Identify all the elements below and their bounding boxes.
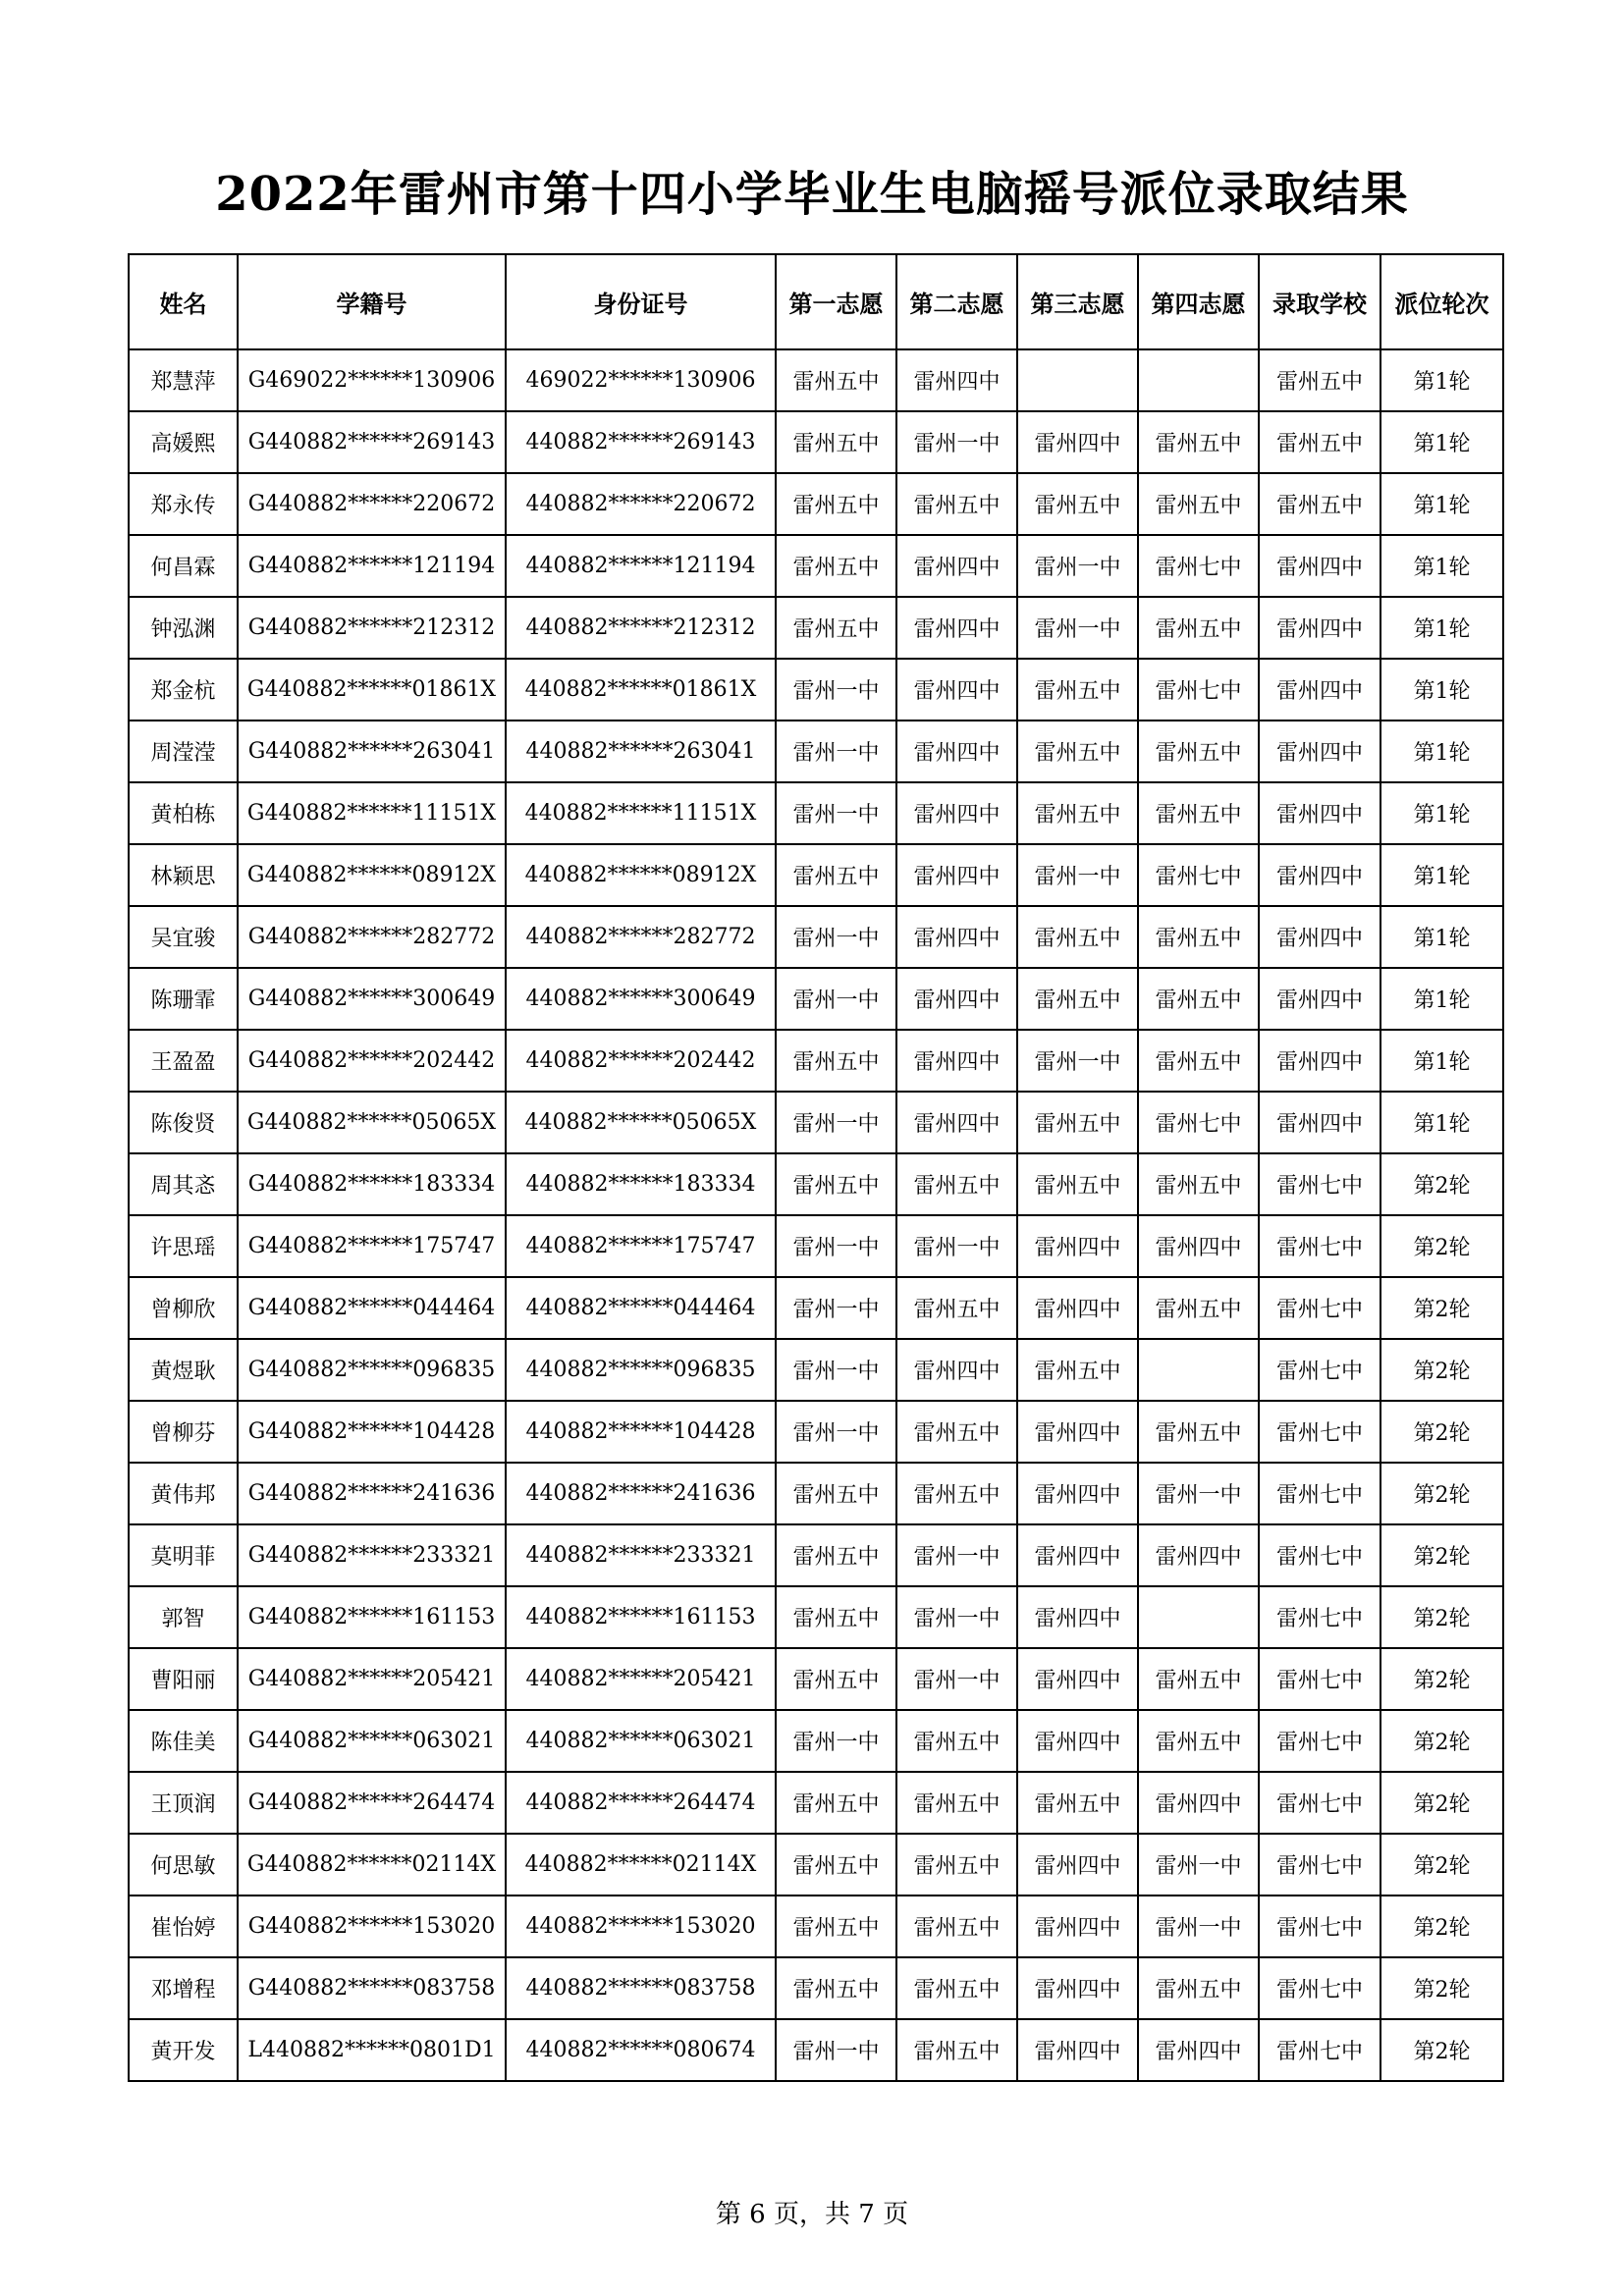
cell-choice-4: 雷州五中 [1138, 1030, 1259, 1092]
cell-id-card: 440882******063021 [506, 1710, 776, 1772]
cell-round: 第2轮 [1380, 1710, 1503, 1772]
cell-choice-3: 雷州五中 [1017, 473, 1138, 535]
table-row [129, 1524, 1503, 1586]
cell-choice-1: 雷州一中 [776, 1092, 896, 1153]
cell-choice-1: 雷州五中 [776, 473, 896, 535]
cell-choice-3: 雷州五中 [1017, 1339, 1138, 1401]
cell-round: 第1轮 [1380, 473, 1503, 535]
cell-choice-3: 雷州四中 [1017, 1524, 1138, 1586]
cell-choice-2: 雷州五中 [896, 1463, 1017, 1524]
cell-choice-1: 雷州五中 [776, 597, 896, 659]
cell-name: 黄伟邦 [129, 1463, 238, 1524]
cell-choice-4: 雷州五中 [1138, 1401, 1259, 1463]
cell-choice-1: 雷州五中 [776, 1896, 896, 1957]
cell-choice-3: 雷州四中 [1017, 1957, 1138, 2019]
cell-student-id: G440882******241636 [238, 1463, 506, 1524]
cell-choice-4: 雷州五中 [1138, 411, 1259, 473]
cell-choice-4: 雷州五中 [1138, 1277, 1259, 1339]
cell-name: 王盈盈 [129, 1030, 238, 1092]
cell-id-card: 440882******104428 [506, 1401, 776, 1463]
cell-admitted-school: 雷州四中 [1259, 844, 1380, 906]
cell-student-id: G440882******063021 [238, 1710, 506, 1772]
cell-choice-3: 雷州一中 [1017, 844, 1138, 906]
cell-admitted-school: 雷州七中 [1259, 1586, 1380, 1648]
header-choice-1: 第一志愿 [776, 254, 896, 349]
cell-student-id: G440882******08912X [238, 844, 506, 906]
cell-id-card: 440882******202442 [506, 1030, 776, 1092]
cell-choice-3: 雷州四中 [1017, 1463, 1138, 1524]
cell-choice-2: 雷州一中 [896, 1524, 1017, 1586]
cell-round: 第1轮 [1380, 721, 1503, 782]
table-row [129, 535, 1503, 597]
cell-admitted-school: 雷州七中 [1259, 1710, 1380, 1772]
cell-choice-1: 雷州一中 [776, 968, 896, 1030]
cell-id-card: 440882******096835 [506, 1339, 776, 1401]
cell-admitted-school: 雷州五中 [1259, 349, 1380, 411]
cell-choice-1: 雷州一中 [776, 659, 896, 721]
cell-choice-3: 雷州五中 [1017, 782, 1138, 844]
table-row [129, 659, 1503, 721]
cell-choice-1: 雷州五中 [776, 1957, 896, 2019]
cell-choice-4: 雷州七中 [1138, 844, 1259, 906]
cell-choice-4: 雷州一中 [1138, 1834, 1259, 1896]
cell-choice-2: 雷州五中 [896, 1401, 1017, 1463]
table-row [129, 782, 1503, 844]
cell-round: 第1轮 [1380, 597, 1503, 659]
cell-choice-2: 雷州四中 [896, 721, 1017, 782]
cell-choice-2: 雷州五中 [896, 1277, 1017, 1339]
cell-student-id: G440882******183334 [238, 1153, 506, 1215]
cell-id-card: 440882******183334 [506, 1153, 776, 1215]
table-row [129, 1586, 1503, 1648]
admission-results-table [128, 253, 1504, 2082]
cell-id-card: 440882******02114X [506, 1834, 776, 1896]
cell-choice-4: 雷州四中 [1138, 1215, 1259, 1277]
cell-choice-3: 雷州五中 [1017, 721, 1138, 782]
cell-choice-4 [1138, 349, 1259, 411]
cell-id-card: 440882******282772 [506, 906, 776, 968]
page-footer: 第 6 页，共 7 页 [715, 2200, 909, 2229]
cell-choice-3: 雷州五中 [1017, 1092, 1138, 1153]
cell-admitted-school: 雷州四中 [1259, 597, 1380, 659]
cell-choice-3: 雷州四中 [1017, 1710, 1138, 1772]
cell-choice-3: 雷州一中 [1017, 1030, 1138, 1092]
cell-name: 郭智 [129, 1586, 238, 1648]
table-row [129, 844, 1503, 906]
cell-admitted-school: 雷州七中 [1259, 2019, 1380, 2081]
cell-admitted-school: 雷州七中 [1259, 1524, 1380, 1586]
cell-choice-2: 雷州四中 [896, 844, 1017, 906]
cell-student-id: G440882******096835 [238, 1339, 506, 1401]
cell-id-card: 440882******08912X [506, 844, 776, 906]
cell-name: 吴宜骏 [129, 906, 238, 968]
cell-name: 邓增程 [129, 1957, 238, 2019]
cell-student-id: G440882******11151X [238, 782, 506, 844]
cell-id-card: 440882******153020 [506, 1896, 776, 1957]
cell-choice-4: 雷州五中 [1138, 1648, 1259, 1710]
cell-student-id: G440882******282772 [238, 906, 506, 968]
cell-admitted-school: 雷州七中 [1259, 1772, 1380, 1834]
table-row [129, 1648, 1503, 1710]
cell-round: 第2轮 [1380, 1834, 1503, 1896]
cell-choice-2: 雷州五中 [896, 1710, 1017, 1772]
cell-student-id: G440882******202442 [238, 1030, 506, 1092]
cell-round: 第1轮 [1380, 349, 1503, 411]
cell-choice-4: 雷州五中 [1138, 1957, 1259, 2019]
cell-round: 第2轮 [1380, 1896, 1503, 1957]
cell-admitted-school: 雷州四中 [1259, 659, 1380, 721]
cell-name: 陈佳美 [129, 1710, 238, 1772]
cell-choice-3: 雷州一中 [1017, 597, 1138, 659]
cell-round: 第2轮 [1380, 1586, 1503, 1648]
cell-student-id: G440882******264474 [238, 1772, 506, 1834]
table-row [129, 1215, 1503, 1277]
cell-id-card: 440882******05065X [506, 1092, 776, 1153]
cell-choice-3: 雷州四中 [1017, 2019, 1138, 2081]
cell-choice-3: 雷州四中 [1017, 1648, 1138, 1710]
cell-name: 林颖思 [129, 844, 238, 906]
table-row [129, 1030, 1503, 1092]
cell-choice-1: 雷州一中 [776, 782, 896, 844]
cell-round: 第1轮 [1380, 1030, 1503, 1092]
cell-choice-1: 雷州五中 [776, 1524, 896, 1586]
table-row [129, 349, 1503, 411]
cell-choice-1: 雷州一中 [776, 1401, 896, 1463]
cell-choice-4: 雷州七中 [1138, 535, 1259, 597]
cell-admitted-school: 雷州四中 [1259, 535, 1380, 597]
cell-admitted-school: 雷州四中 [1259, 1030, 1380, 1092]
table-header-row [129, 254, 1503, 349]
cell-choice-4: 雷州五中 [1138, 1710, 1259, 1772]
cell-id-card: 440882******212312 [506, 597, 776, 659]
cell-student-id: G440882******263041 [238, 721, 506, 782]
cell-round: 第1轮 [1380, 844, 1503, 906]
table-row [129, 1896, 1503, 1957]
cell-choice-4: 雷州五中 [1138, 1153, 1259, 1215]
cell-choice-1: 雷州五中 [776, 844, 896, 906]
cell-choice-4: 雷州五中 [1138, 473, 1259, 535]
cell-choice-2: 雷州四中 [896, 659, 1017, 721]
cell-id-card: 440882******161153 [506, 1586, 776, 1648]
table-row [129, 721, 1503, 782]
cell-choice-3: 雷州四中 [1017, 1277, 1138, 1339]
cell-choice-3: 雷州四中 [1017, 1896, 1138, 1957]
cell-name: 黄煜耿 [129, 1339, 238, 1401]
cell-choice-4: 雷州五中 [1138, 782, 1259, 844]
cell-round: 第2轮 [1380, 1772, 1503, 1834]
cell-round: 第2轮 [1380, 1524, 1503, 1586]
table-row [129, 1834, 1503, 1896]
cell-round: 第2轮 [1380, 1401, 1503, 1463]
cell-student-id: G440882******269143 [238, 411, 506, 473]
cell-choice-2: 雷州一中 [896, 411, 1017, 473]
cell-id-card: 440882******264474 [506, 1772, 776, 1834]
cell-id-card: 440882******11151X [506, 782, 776, 844]
cell-admitted-school: 雷州七中 [1259, 1153, 1380, 1215]
cell-choice-1: 雷州一中 [776, 2019, 896, 2081]
cell-choice-1: 雷州五中 [776, 1772, 896, 1834]
cell-name: 黄开发 [129, 2019, 238, 2081]
cell-student-id: G440882******161153 [238, 1586, 506, 1648]
cell-choice-2: 雷州五中 [896, 473, 1017, 535]
cell-choice-3: 雷州四中 [1017, 1215, 1138, 1277]
cell-admitted-school: 雷州七中 [1259, 1277, 1380, 1339]
cell-student-id: L440882******0801D1 [238, 2019, 506, 2081]
cell-choice-1: 雷州五中 [776, 1463, 896, 1524]
cell-choice-4 [1138, 1339, 1259, 1401]
table-row [129, 1339, 1503, 1401]
cell-id-card: 440882******121194 [506, 535, 776, 597]
cell-round: 第1轮 [1380, 535, 1503, 597]
cell-choice-1: 雷州一中 [776, 721, 896, 782]
cell-admitted-school: 雷州五中 [1259, 411, 1380, 473]
cell-choice-2: 雷州五中 [896, 1772, 1017, 1834]
cell-round: 第2轮 [1380, 1648, 1503, 1710]
header-student-id: 学籍号 [238, 254, 506, 349]
table-row [129, 411, 1503, 473]
cell-name: 何昌霖 [129, 535, 238, 597]
cell-choice-2: 雷州五中 [896, 1153, 1017, 1215]
cell-choice-3: 雷州五中 [1017, 906, 1138, 968]
cell-round: 第2轮 [1380, 1277, 1503, 1339]
cell-choice-1: 雷州五中 [776, 1153, 896, 1215]
cell-id-card: 440882******269143 [506, 411, 776, 473]
cell-round: 第1轮 [1380, 782, 1503, 844]
cell-admitted-school: 雷州四中 [1259, 721, 1380, 782]
cell-choice-2: 雷州四中 [896, 906, 1017, 968]
header-round: 派位轮次 [1380, 254, 1503, 349]
cell-student-id: G469022******130906 [238, 349, 506, 411]
cell-id-card: 440882******083758 [506, 1957, 776, 2019]
cell-student-id: G440882******044464 [238, 1277, 506, 1339]
cell-name: 高媛熙 [129, 411, 238, 473]
cell-name: 郑慧萍 [129, 349, 238, 411]
cell-choice-1: 雷州一中 [776, 1215, 896, 1277]
cell-choice-3: 雷州五中 [1017, 1153, 1138, 1215]
table-row [129, 1957, 1503, 2019]
cell-round: 第1轮 [1380, 411, 1503, 473]
cell-admitted-school: 雷州七中 [1259, 1339, 1380, 1401]
cell-name: 陈珊霏 [129, 968, 238, 1030]
table-row [129, 597, 1503, 659]
cell-round: 第2轮 [1380, 1153, 1503, 1215]
table-row [129, 1153, 1503, 1215]
cell-round: 第1轮 [1380, 659, 1503, 721]
cell-choice-3 [1017, 349, 1138, 411]
cell-admitted-school: 雷州四中 [1259, 1092, 1380, 1153]
cell-choice-4: 雷州四中 [1138, 1772, 1259, 1834]
cell-id-card: 440882******205421 [506, 1648, 776, 1710]
cell-id-card: 469022******130906 [506, 349, 776, 411]
cell-choice-4: 雷州五中 [1138, 721, 1259, 782]
table-body [129, 349, 1503, 2081]
cell-choice-3: 雷州四中 [1017, 411, 1138, 473]
cell-choice-1: 雷州五中 [776, 1586, 896, 1648]
cell-id-card: 440882******044464 [506, 1277, 776, 1339]
header-id-card: 身份证号 [506, 254, 776, 349]
cell-student-id: G440882******205421 [238, 1648, 506, 1710]
table-row [129, 968, 1503, 1030]
cell-admitted-school: 雷州四中 [1259, 906, 1380, 968]
cell-round: 第2轮 [1380, 1957, 1503, 2019]
header-admitted-school: 录取学校 [1259, 254, 1380, 349]
cell-choice-2: 雷州五中 [896, 1896, 1017, 1957]
cell-choice-3: 雷州五中 [1017, 1772, 1138, 1834]
cell-choice-3: 雷州四中 [1017, 1834, 1138, 1896]
cell-choice-1: 雷州五中 [776, 1030, 896, 1092]
cell-round: 第1轮 [1380, 968, 1503, 1030]
cell-choice-3: 雷州四中 [1017, 1586, 1138, 1648]
cell-name: 周其忞 [129, 1153, 238, 1215]
cell-id-card: 440882******175747 [506, 1215, 776, 1277]
cell-name: 周滢滢 [129, 721, 238, 782]
header-choice-2: 第二志愿 [896, 254, 1017, 349]
cell-choice-2: 雷州四中 [896, 597, 1017, 659]
cell-id-card: 440882******080674 [506, 2019, 776, 2081]
cell-admitted-school: 雷州七中 [1259, 1834, 1380, 1896]
cell-choice-2: 雷州四中 [896, 1030, 1017, 1092]
cell-student-id: G440882******153020 [238, 1896, 506, 1957]
cell-student-id: G440882******212312 [238, 597, 506, 659]
cell-round: 第2轮 [1380, 1463, 1503, 1524]
cell-student-id: G440882******175747 [238, 1215, 506, 1277]
table-row [129, 906, 1503, 968]
cell-name: 许思瑶 [129, 1215, 238, 1277]
cell-admitted-school: 雷州七中 [1259, 1957, 1380, 2019]
cell-choice-2: 雷州一中 [896, 1648, 1017, 1710]
cell-choice-1: 雷州五中 [776, 535, 896, 597]
table-row [129, 1710, 1503, 1772]
cell-choice-2: 雷州四中 [896, 782, 1017, 844]
cell-name: 曹阳丽 [129, 1648, 238, 1710]
cell-choice-1: 雷州五中 [776, 411, 896, 473]
table-row [129, 1772, 1503, 1834]
cell-choice-2: 雷州一中 [896, 1215, 1017, 1277]
cell-admitted-school: 雷州四中 [1259, 968, 1380, 1030]
page-title: 2022年雷州市第十四小学毕业生电脑摇号派位录取结果 [215, 167, 1409, 222]
cell-choice-3: 雷州一中 [1017, 535, 1138, 597]
cell-round: 第2轮 [1380, 2019, 1503, 2081]
cell-id-card: 440882******01861X [506, 659, 776, 721]
cell-student-id: G440882******121194 [238, 535, 506, 597]
cell-name: 曾柳芬 [129, 1401, 238, 1463]
header-choice-4: 第四志愿 [1138, 254, 1259, 349]
cell-name: 钟泓渊 [129, 597, 238, 659]
cell-name: 郑金杭 [129, 659, 238, 721]
table-row [129, 1401, 1503, 1463]
cell-id-card: 440882******300649 [506, 968, 776, 1030]
cell-id-card: 440882******241636 [506, 1463, 776, 1524]
cell-student-id: G440882******01861X [238, 659, 506, 721]
cell-choice-4: 雷州五中 [1138, 968, 1259, 1030]
cell-choice-4: 雷州一中 [1138, 1463, 1259, 1524]
cell-name: 王顶润 [129, 1772, 238, 1834]
cell-name: 莫明菲 [129, 1524, 238, 1586]
cell-choice-4 [1138, 1586, 1259, 1648]
cell-choice-3: 雷州五中 [1017, 968, 1138, 1030]
table-row [129, 473, 1503, 535]
cell-choice-2: 雷州五中 [896, 2019, 1017, 2081]
cell-student-id: G440882******220672 [238, 473, 506, 535]
cell-choice-2: 雷州四中 [896, 349, 1017, 411]
cell-choice-1: 雷州一中 [776, 1277, 896, 1339]
cell-student-id: G440882******02114X [238, 1834, 506, 1896]
cell-admitted-school: 雷州七中 [1259, 1896, 1380, 1957]
cell-admitted-school: 雷州七中 [1259, 1648, 1380, 1710]
cell-student-id: G440882******233321 [238, 1524, 506, 1586]
cell-choice-1: 雷州五中 [776, 1648, 896, 1710]
cell-choice-1: 雷州五中 [776, 349, 896, 411]
cell-choice-3: 雷州四中 [1017, 1401, 1138, 1463]
cell-choice-1: 雷州一中 [776, 1339, 896, 1401]
cell-admitted-school: 雷州七中 [1259, 1463, 1380, 1524]
cell-name: 崔怡婷 [129, 1896, 238, 1957]
cell-choice-2: 雷州一中 [896, 1586, 1017, 1648]
cell-choice-2: 雷州五中 [896, 1957, 1017, 2019]
cell-round: 第1轮 [1380, 906, 1503, 968]
cell-choice-2: 雷州五中 [896, 1834, 1017, 1896]
cell-choice-4: 雷州七中 [1138, 659, 1259, 721]
table-row [129, 2019, 1503, 2081]
cell-choice-4: 雷州四中 [1138, 1524, 1259, 1586]
cell-id-card: 440882******220672 [506, 473, 776, 535]
cell-choice-3: 雷州五中 [1017, 659, 1138, 721]
header-name: 姓名 [129, 254, 238, 349]
header-choice-3: 第三志愿 [1017, 254, 1138, 349]
cell-choice-4: 雷州五中 [1138, 597, 1259, 659]
cell-round: 第1轮 [1380, 1092, 1503, 1153]
cell-id-card: 440882******233321 [506, 1524, 776, 1586]
cell-choice-1: 雷州一中 [776, 1710, 896, 1772]
cell-choice-4: 雷州五中 [1138, 906, 1259, 968]
cell-choice-4: 雷州七中 [1138, 1092, 1259, 1153]
table-row [129, 1092, 1503, 1153]
cell-choice-1: 雷州五中 [776, 1834, 896, 1896]
cell-name: 陈俊贤 [129, 1092, 238, 1153]
cell-student-id: G440882******05065X [238, 1092, 506, 1153]
cell-choice-4: 雷州四中 [1138, 2019, 1259, 2081]
cell-round: 第2轮 [1380, 1339, 1503, 1401]
cell-choice-4: 雷州一中 [1138, 1896, 1259, 1957]
cell-choice-2: 雷州四中 [896, 535, 1017, 597]
cell-round: 第2轮 [1380, 1215, 1503, 1277]
cell-name: 郑永传 [129, 473, 238, 535]
cell-admitted-school: 雷州七中 [1259, 1215, 1380, 1277]
cell-student-id: G440882******300649 [238, 968, 506, 1030]
cell-name: 何思敏 [129, 1834, 238, 1896]
cell-id-card: 440882******263041 [506, 721, 776, 782]
cell-student-id: G440882******083758 [238, 1957, 506, 2019]
cell-choice-2: 雷州四中 [896, 1339, 1017, 1401]
table-row [129, 1463, 1503, 1524]
cell-name: 曾柳欣 [129, 1277, 238, 1339]
cell-choice-2: 雷州四中 [896, 1092, 1017, 1153]
cell-choice-2: 雷州四中 [896, 968, 1017, 1030]
cell-admitted-school: 雷州四中 [1259, 782, 1380, 844]
cell-admitted-school: 雷州七中 [1259, 1401, 1380, 1463]
cell-choice-1: 雷州一中 [776, 906, 896, 968]
cell-admitted-school: 雷州五中 [1259, 473, 1380, 535]
cell-student-id: G440882******104428 [238, 1401, 506, 1463]
table-row [129, 1277, 1503, 1339]
cell-name: 黄柏栋 [129, 782, 238, 844]
